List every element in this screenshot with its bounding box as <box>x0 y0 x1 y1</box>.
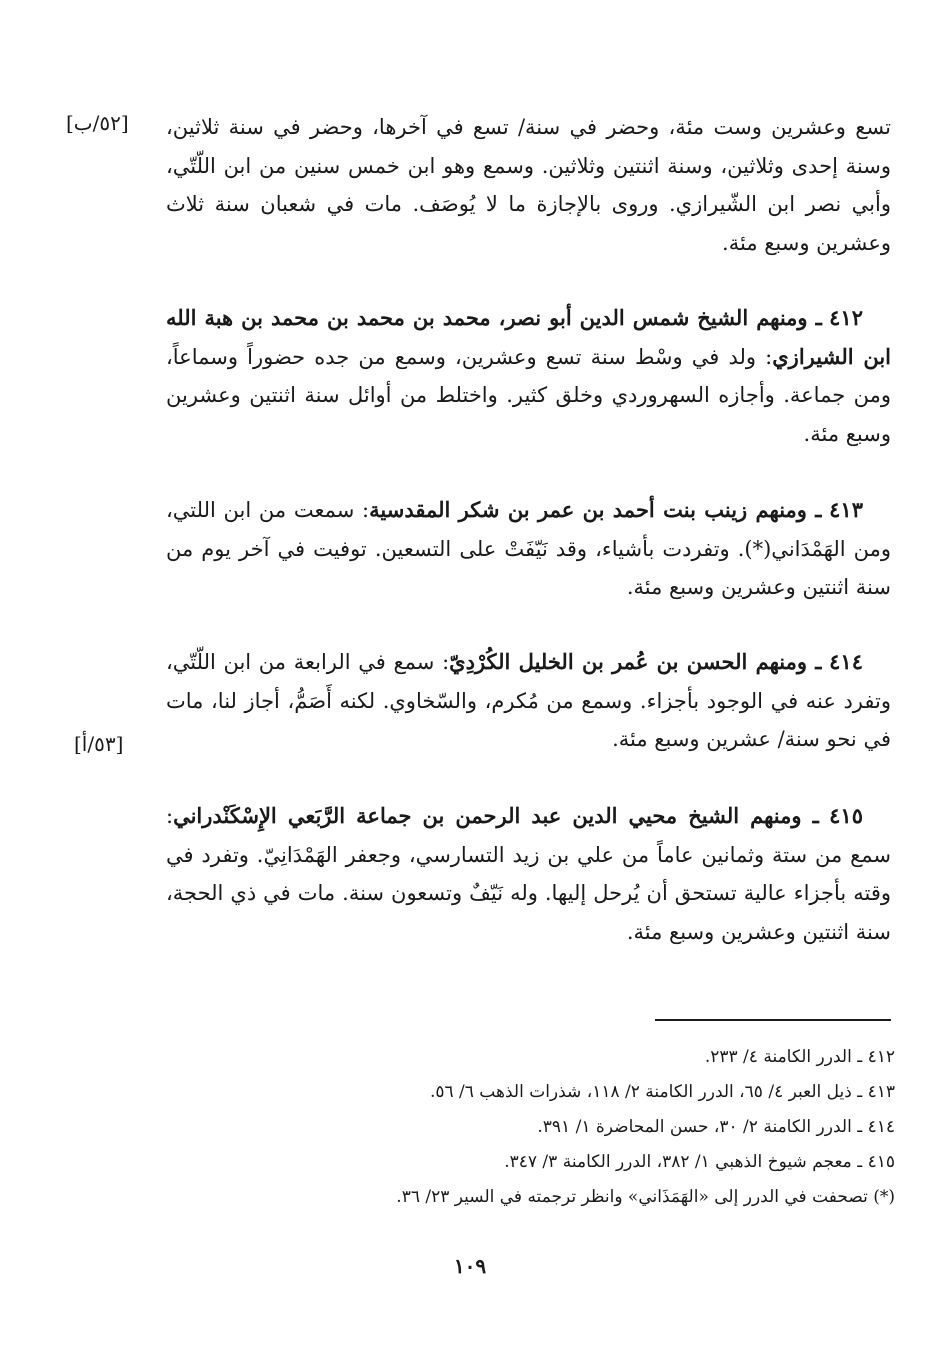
footnote-divider <box>655 1019 891 1021</box>
entry-text: : سمعت من ابن اللتي، ومن الهَمْدَاني(*). وتفردت بأشياء، وقد نَيّفَتْ على التسعين. توفيت في آخر يوم من سنة اثنتين وعشرين وسبع مئة. <box>166 498 891 599</box>
entry-text: : سمع من ستة وثمانين عاماً من علي بن زيد التسارسي، وجعفر الهَمْدَانِيّ. وتفرد في وقته بأجزاء عالية تستحق أن يُرحل إليها. وله نَيّفٌ وتسعون سنة. مات في ذي الحجة، سنة اثنتين وعشرين وسبع مئة. <box>166 804 891 944</box>
footnotes <box>250 1040 895 1215</box>
entry-412 <box>166 299 891 453</box>
entry-number: ٤١٢ <box>829 305 863 330</box>
entry-number: ٤١٤ <box>829 649 863 674</box>
entry-number: ٤١٣ <box>829 497 863 522</box>
footnote: ٤١٥ ـ معجم شيوخ الذهبي ١/ ٣٨٢، الدرر الكامنة ٣/ ٣٤٧. <box>504 1152 895 1172</box>
entry-414 <box>166 643 891 759</box>
page-number: ١٠٩ <box>453 1254 487 1278</box>
paragraph-text: تسع وعشرين وست مئة، وحضر في سنة/ تسع في آخرها، وحضر في سنة ثلاثين، وسنة إحدى وثلاثين، وسنة اثنتين وثلاثين. وسمع وهو ابن خمس سنين من ابن اللّتّي، وأبي نصر ابن الشّيرازي. وروى بالإجازة ما لا يُوصَف. مات في شعبان سنة ثلاث وعشرين وسبع مئة. <box>166 115 891 255</box>
footnote: ٤١٣ ـ ذيل العبر ٤/ ٦٥، الدرر الكامنة ٢/ ١١٨، شذرات الذهب ٦/ ٥٦. <box>429 1082 895 1102</box>
entry-name: ـ ومنهم زينب بنت أحمد بن عمر بن شكر المقدسية <box>369 497 822 522</box>
entry-number: ٤١٥ <box>829 803 863 828</box>
entry-text: : ولد في وسْط سنة تسع وعشرين، وسمع من جده حضوراً وسماعاً، ومن جماعة. وأجازه السهروردي وخلق كثير. واختلط من أوائل سنة اثنتين وعشرين وسبع مئة. <box>166 344 891 446</box>
paragraph-continuation <box>166 108 891 262</box>
entry-paragraph <box>166 797 891 951</box>
entry-name: ـ ومنهم الشيخ محيي الدين عبد الرحمن بن جماعة الرَّبَعي الإِسْكَنْدراني <box>173 803 819 828</box>
footnote: ٤١٢ ـ الدرر الكامنة ٤/ ٢٣٣. <box>704 1047 895 1067</box>
entry-paragraph <box>166 491 891 607</box>
entry-name: ـ ومنهم الحسن بن عُمر بن الخليل الكُرْدِيّ <box>449 649 822 674</box>
footnote: ٤١٤ ـ الدرر الكامنة ٢/ ٣٠، حسن المحاضرة ١/ ٣٩١. <box>537 1117 895 1137</box>
entry-paragraph <box>166 643 891 759</box>
footnote: (*) تصحفت في الدرر إلى «الهَمَذَاني» وانظر ترجمته في السير ٢٣/ ٣٦. <box>396 1187 895 1207</box>
entry-415 <box>166 797 891 951</box>
entry-name: ـ ومنهم الشيخ شمس الدين أبو نصر، محمد بن محمد بن محمد بن هبة الله ابن الشيرازي <box>166 305 891 369</box>
entry-413 <box>166 491 891 607</box>
entry-paragraph <box>166 299 891 453</box>
margin-folio-note: [٥٣/أ] <box>74 732 124 756</box>
entry-text: : سمع في الرابعة من ابن اللّتّي، وتفرد عنه في الوجود بأجزاء. وسمع من مُكرم، والسّخاوي. لكنه أَصَمُّ، أجاز لنا، مات في نحو سنة/ عشرين وسبع مئة. <box>166 650 891 751</box>
margin-folio-note: [٥٢/ب] <box>66 111 129 135</box>
